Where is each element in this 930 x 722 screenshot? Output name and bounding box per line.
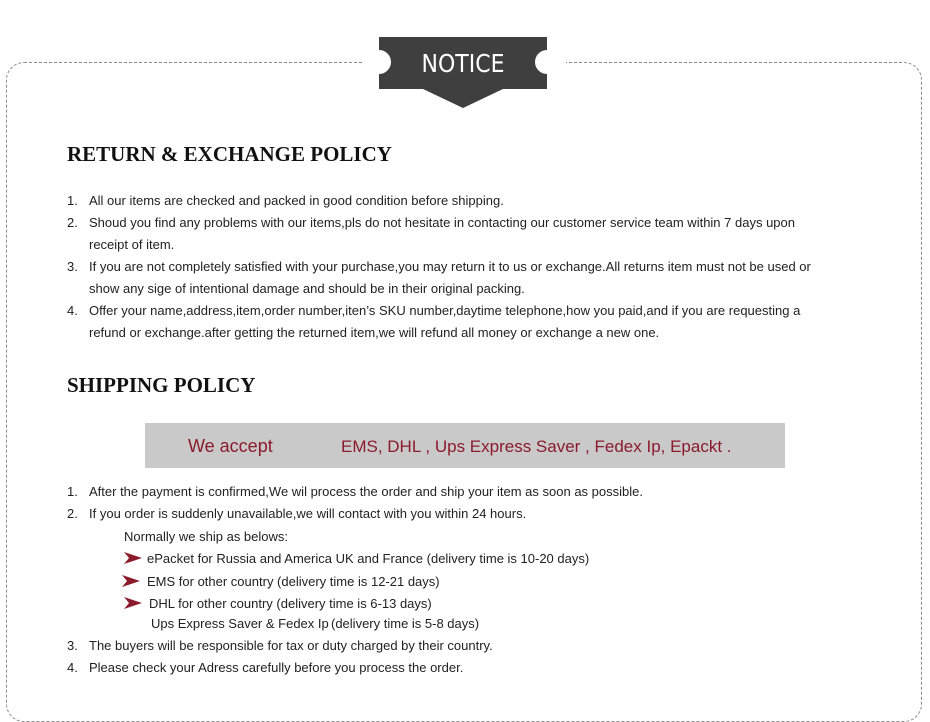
list-text: Please check your Adress carefully before you process the order.: [89, 660, 464, 675]
list-item: [67, 212, 811, 256]
shipping-policy-heading: SHIPPING POLICY: [67, 373, 256, 397]
list-text: After the payment is confirmed,We wil process the order and ship your item as soon as possible.: [89, 484, 643, 499]
list-item: [67, 256, 811, 300]
list-number: 1.: [67, 193, 78, 208]
list-number: 3.: [67, 638, 78, 653]
list-number: 4.: [67, 303, 78, 318]
shipping-policy-list-top: [67, 481, 643, 525]
shipping-policy-list-bottom: [67, 635, 493, 679]
return-policy-list: [67, 190, 811, 344]
notice-label: NOTICE: [421, 49, 505, 78]
return-policy-heading: RETURN & EXCHANGE POLICY: [67, 142, 392, 166]
arrow-bullet-icon: [122, 575, 140, 587]
shipping-method-dhl: DHL for other country (delivery time is 6-13 days): [149, 596, 432, 611]
list-number: 1.: [67, 484, 78, 499]
list-item: [67, 657, 493, 679]
shipping-method-epacket: ePacket for Russia and America UK and France (delivery time is 10-20 days): [147, 551, 590, 566]
list-number: 4.: [67, 660, 78, 675]
shipping-method-ups-time: (delivery time is 5-8 days): [331, 616, 480, 631]
list-number: 2.: [67, 506, 78, 521]
list-number: 2.: [67, 215, 78, 230]
list-text: refund or exchange.after getting the returned item,we will refund all money or exchange a new one.: [89, 325, 660, 340]
we-accept-label: We accept: [188, 436, 273, 456]
list-text: Shoud you find any problems with our items,pls do not hesitate in contacting our customer service team within 7 days upon: [89, 215, 795, 230]
list-text: All our items are checked and packed in good condition before shipping.: [89, 193, 504, 208]
list-text: show any sige of intentional damage and should be in their original packing.: [89, 281, 525, 296]
list-item: [67, 635, 493, 657]
arrow-bullet-icon: [124, 552, 142, 564]
carriers-label: EMS, DHL , Ups Express Saver , Fedex Ip, Epackt .: [341, 437, 732, 456]
shipping-method-ups: Ups Express Saver & Fedex Ip: [151, 616, 329, 631]
shipping-method-ems: EMS for other country (delivery time is 12-21 days): [147, 574, 440, 589]
list-item: [67, 481, 643, 503]
list-text: Offer your name,address,item,order number,iten’s SKU number,daytime telephone,how you paid,and if you are requesting a: [89, 303, 801, 318]
list-text: The buyers will be responsible for tax or duty charged by their country.: [89, 638, 493, 653]
list-item: [67, 503, 643, 525]
normally-ship-label: Normally we ship as belows:: [124, 529, 289, 544]
list-item: [67, 300, 811, 344]
list-number: 3.: [67, 259, 78, 274]
notice-banner: [379, 37, 547, 108]
list-text: If you order is suddenly unavailable,we will contact with you within 24 hours.: [89, 506, 527, 521]
arrow-bullet-icon: [124, 597, 142, 609]
carrier-banner: [145, 423, 785, 468]
list-item: [67, 190, 811, 212]
list-text: receipt of item.: [89, 237, 175, 252]
list-text: If you are not completely satisfied with your purchase,you may return it to us or exchange.All returns item must not be used or: [89, 259, 811, 274]
